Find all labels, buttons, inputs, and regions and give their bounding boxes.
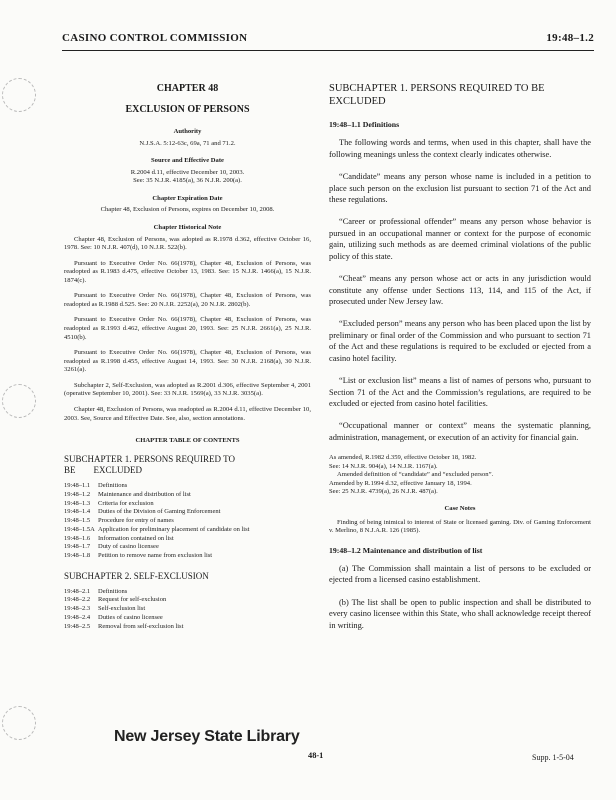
- definition-paragraph: “Candidate” means any person whose name is included in a petition to place such person on the exclusion list pursuant to section 71 of the Act and these regulations.: [329, 172, 591, 205]
- history-note: Chapter 48, Exclusion of Persons, was readopted as R.2004 d.11, effective December 10, 2003. See, Source and Effective Date. See, also, section annotations.: [64, 405, 311, 422]
- case-notes-label: Case Notes: [444, 505, 476, 513]
- toc-item: 19:48–2.2 Request for self-exclusion: [64, 596, 167, 604]
- toc-item: 19:48–1.1 Definitions: [64, 482, 128, 489]
- history-note: Pursuant to Executive Order No. 66(1978), Chapter 48, Exclusion of Persons, was readopted as R.1998 d.455, effective August 14, 1993. See: 30 N.J.R. 2168(a), 30 N.J.R. 3261(a).: [64, 349, 311, 374]
- amendment-history: [329, 454, 591, 497]
- toc-item: 19:48–2.1 Definitions: [64, 587, 128, 595]
- chapter-title: EXCLUSION OF PERSONS: [125, 104, 250, 115]
- toc-subchapter-1: SUBCHAPTER 1. PERSONS REQUIRED TO BE EXCLUDED: [64, 453, 235, 476]
- history-note: Subchapter 2, Self-Exclusion, was adopted as R.2001 d.306, effective September 4, 2001 (operative September 10, 2001). See: 33 N.J.R. 1569(a), 33 N.J.R. 3035(a).: [64, 381, 311, 398]
- toc-item: 19:48–1.7 Duty of casino licensee: [64, 543, 159, 551]
- history-label: Chapter Historical Note: [153, 223, 222, 231]
- history-line: See: 25 N.J.R. 4739(a), 26 N.J.R. 487(a).: [329, 488, 438, 496]
- toc-heading: CHAPTER TABLE OF CONTENTS: [135, 437, 240, 445]
- history-line: As amended, R.1982 d.359, effective October 18, 1982.: [329, 454, 477, 462]
- toc-subchapter-2: SUBCHAPTER 2. SELF-EXCLUSION: [64, 570, 209, 581]
- punch-hole: [2, 384, 36, 418]
- page-number: 48-1: [308, 751, 324, 760]
- definition-paragraph: “Career or professional offender” means any person whose behavior is pursued in an occupational manner or context for the purpose of economic gain, utilizing such methods as are deemed criminal violations of the public policy of this state.: [329, 217, 591, 261]
- header-title: CASINO CONTROL COMMISSION: [62, 32, 248, 44]
- authority-label: Authority: [173, 128, 202, 135]
- toc-item: 19:48–1.8 Petition to remove name from exclusion list: [64, 552, 213, 560]
- authority-text: N.J.S.A. 5:12-63c, 69a, 71 and 71.2.: [139, 139, 236, 147]
- section-paragraph: (a) The Commission shall maintain a list of persons to be excluded or ejected from a licensed casino establishment.: [329, 563, 591, 585]
- left-column: [64, 82, 311, 631]
- supplement-date: Supp. 1-5-04: [532, 753, 574, 762]
- source-text-1: R.2004 d.11, effective December 10, 2003.: [130, 168, 245, 176]
- history-note: Chapter 48, Exclusion of Persons, was adopted as R.1978 d.362, effective October 16, 1978. See: 10 N.J.R. 407(d), 10 N.J.R. 522(b).: [64, 235, 311, 252]
- chapter-number: CHAPTER 48: [156, 83, 219, 94]
- source-text-2: See: 35 N.J.R. 4185(a), 36 N.J.R. 200(a).: [133, 177, 242, 185]
- section-heading-definitions: 19:48–1.1 Definitions: [329, 120, 400, 130]
- binder-holes: [0, 0, 40, 800]
- toc-item: 19:48–2.3 Self-exclusion list: [64, 605, 146, 613]
- source-label: Source and Effective Date: [151, 157, 224, 165]
- toc-list-2: [64, 588, 311, 632]
- subchapter-title: SUBCHAPTER 1. PERSONS REQUIRED TO BE EXCLUDED: [329, 83, 545, 108]
- history-note: Pursuant to Executive Order No. 66(1978), Chapter 48, Exclusion of Persons, was readopted as R.1988 d.525. See: 20 N.J.R. 2252(a), 20 N.J.R. 2802(b).: [64, 292, 311, 308]
- right-column: [329, 82, 591, 642]
- section-paragraph: (b) The list shall be open to public inspection and shall be distributed to every casino licensee within this State, who shall acknowledge receipt thereof in writing.: [329, 597, 591, 630]
- history-line: Amended by R.1994 d.32, effective January 18, 1994.: [329, 479, 472, 487]
- toc-item: 19:48–1.5A Application for preliminary placement of candidate on list: [64, 525, 250, 533]
- toc-item: 19:48–1.3 Criteria for exclusion: [64, 499, 154, 507]
- definition-paragraph: “List or exclusion list” means a list of names of persons who, pursuant to Section 71 of the Act and the Commission’s regulations, are required to be excluded or ejected from casino hotel facilities.: [329, 376, 591, 408]
- punch-hole: [2, 78, 36, 112]
- toc-item: 19:48–1.6 Information contained on list: [64, 534, 174, 542]
- toc-item: 19:48–2.5 Removal from self-exclusion list: [64, 622, 184, 630]
- library-stamp: New Jersey State Library: [114, 728, 300, 745]
- definition-paragraph: “Cheat” means any person whose act or acts in any jurisdiction would constitute any offense under Sections 113, 114, and 115 of the Act, if prosecuted under New Jersey law.: [329, 274, 591, 307]
- toc-item: 19:48–1.5 Procedure for entry of names: [64, 517, 174, 525]
- history-line: Amended definition of “candidate” and “excluded person”.: [337, 471, 494, 479]
- case-notes-text: Finding of being inimical to interest of State or licensed gaming. Div. of Gaming Enforcement v. Merlino, 8 N.J.A.R. 126 (1985).: [329, 518, 591, 535]
- punch-hole: [2, 706, 36, 740]
- definition-paragraph: “Excluded person” means any person who has been placed upon the list by preliminary or final order of the Commission and who pursuant to section 71 of the Act and these regulations is required to be excluded or ejected from a casino hotel facility.: [329, 319, 591, 363]
- expiration-label: Chapter Expiration Date: [152, 194, 223, 202]
- page-header: [62, 32, 594, 51]
- toc-item: 19:48–1.4 Duties of the Division of Gaming Enforcement: [64, 508, 221, 516]
- header-section: 19:48–1.2: [546, 32, 594, 44]
- definition-paragraph: The following words and terms, when used in this chapter, shall have the following meanings unless the context clearly indicates otherwise.: [329, 138, 591, 159]
- history-line: See: 14 N.J.R. 904(a), 14 N.J.R. 1167(a).: [329, 462, 438, 470]
- history-note: Pursuant to Executive Order No. 66(1978), Chapter 48, Exclusion of Persons, was readopted as R.1983 d.475, effective October 13, 1983. See: 15 N.J.R. 1466(a), 15 N.J.R. 1874(c).: [64, 259, 311, 284]
- toc-list-1: [64, 482, 311, 561]
- expiration-text: Chapter 48, Exclusion of Persons, expires on December 10, 2008.: [100, 206, 275, 214]
- toc-item: 19:48–2.4 Duties of casino licensee: [64, 613, 163, 621]
- section-heading-maintenance: 19:48–1.2 Maintenance and distribution of list: [329, 545, 483, 555]
- history-note: Pursuant to Executive Order No. 66(1978), Chapter 48, Exclusion of Persons, was readopted as R.1993 d.462, effective August 20, 1993. See: 25 N.J.R. 2661(a), 25 N.J.R. 4510(b).: [64, 316, 311, 341]
- definition-paragraph: “Occupational manner or context” means the systematic planning, administration, management, or execution of an activity for financial gain.: [329, 421, 591, 442]
- toc-item: 19:48–1.2 Maintenance and distribution of list: [64, 490, 191, 498]
